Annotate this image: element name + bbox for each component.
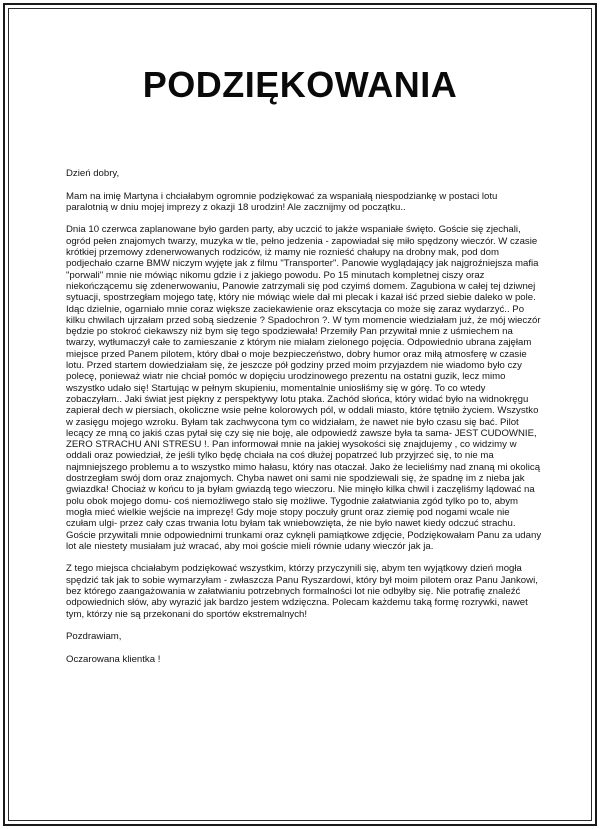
intro-paragraph: Mam na imię Martyna i chciałabym ogromnie podziękować za wspaniałą niespodziankę w postaci lotu paralotnią w dniu mojej imprezy z okazji 18 urodzin! Ale zacznijmy od początku.. [66, 190, 498, 213]
letter-body [66, 168, 542, 676]
letter-title: PODZIĘKOWANIA [142, 64, 458, 105]
thanks-paragraph: Z tego miejsca chciałabym podziękować wszystkim, którzy przyczynili się, abym ten wyjątkowy dzień mogła spędzić tak jak to sobie wymarzyłam - zwłaszcza Panu Ryszardowi, który był moim pilotem oraz Panu Jankowi, bez którego zaangażowania w załatwianiu potrzebnych formalności lot nie odbyłby się. Nie potrafię znaleźć odpowiednich słów, aby wyrazić jak bardzo jestem wdzięczna. Polecam każdemu taką formę rozrywki, nawet tym, którzy nie są przekonani do sportów ekstremalnych! [66, 563, 538, 620]
story-paragraph: Dnia 10 czerwca zaplanowane było garden party, aby uczcić to jakże wspaniałe święto. Goście się zjechali, ogród pełen znajomych twarzy, muzyka w tle, pełno jedzenia - zapowiadał się miło spędzony wieczór. W czasie krótkiej przemowy zdenerwowanych rodziców, iż mamy nie roznieść chałupy na drobny mak, pod dom podjechało czarne BMW niczym wyjęte jak z filmu "Transporter". Panowie wyglądający jak najgroźniejsza mafia "porwali" mnie nie mówiąc nikomu gdzie i z jakiego powodu. Po 15 minutach kompletnej ciszy oraz niekończącemu się zdenerwowaniu, Panowie zatrzymali się pod czyimś domem. Zagubiona w całej tej dziwnej sytuacji, spostrzegłam mojego tatę, który nie mówiąc wiele dał mi plecak i kazał iść przed siebie daleko w pole. Idąc dzielnie, ogarniało mnie coraz większe zaciekawienie oraz ekscytacja co może się zaraz wydarzyć.. Po kilku chwilach ujrzałam przed sobą siedzenie ? Spadochron ?. W tym momencie wiedziałam już, że mój wieczór będzie po stokroć ciekawszy niż bym się tego spodziewała! Przemiły Pan przywitał mnie z uśmiechem na twarzy, wytłumaczył całe to zamieszanie z którym nie miałam zielonego pojęcia. Odpowiednio ubrana zajęłam miejsce przed Panem pilotem, który dbał o moje bezpieczeństwo, dobry humor oraz miłą atmosferę w czasie lotu. Przed startem dowiedziałam się, że jeszcze pół godziny przed moim przyjazdem nie wiadomo było czy polecę, ponieważ wiatr nie chciał pomóc w dopięciu urodzinowego prezentu na ostatni guzik, lecz mimo wszystko udało się! Startując w pełnym skupieniu, momentalnie uniosłiśmy się w górę. To co wtedy zobaczyłam.. Jaki świat jest piękny z perspektywy lotu ptaka. Zachód słońca, który widać było na widnokręgu zapierał dech w piersiach, okoliczne wsie pełne kolorowych pól, w oddali miasto, które tętniło życiem. Wszystko w zasięgu mojego wzroku. Byłam tak zachwycona tym co widziałam, że nawet nie było czasu się bać. Pilot lecący ze mną co jakiś czas pytał się czy się nie boję, ale odpowiedź zawsze była ta sama- JEST CUDOWNIE, ZERO STRACHU ANI STRESU !. Pan informował mnie na jakiej wysokości się znajdujemy , co widzimy w oddali oraz powiedział, że jeśli tylko będę chciała na coś dłużej popatrzeć lub przyjrzeć się, to nie ma najmniejszego problemu a to wszystko mimo hałasu, który nas otaczał. Jako że lecieliśmy nad znaną mi okolicą dostrzegłam swój dom oraz znajomych. Chyba nawet oni sami nie spodziewali się, że spadnę im z nieba jak gwiazdka! Chociaż w końcu to ja byłam gwiazdą tego wieczoru. Nie minęło kilka chwil i zaczęliśmy lądować na polu obok mojego domu- coś niemożliwego stało się możliwe. Tygodnie załatwiania zgód tylko po to, abym mogła mieć wielkie wejście na imprezę! Gdy moje stopy poczuły grunt oraz ziemię pod nogami wcale nie czułam ulgi- przez cały czas trwania lotu byłam tak wniebowzięta, że nie było nawet kiedy odczuć strachu. Goście przywitali mnie odpowiednimi trunkami oraz cyknęli pamiątkowe zdjęcie, Podziękowałam Panu za udany lot ale niestety musiałam już wracać, aby moi goście mieli równie udany wieczór jak ja. [66, 224, 542, 552]
greeting: Dzień dobry, [66, 168, 120, 179]
closing: Pozdrawiam, [66, 631, 122, 643]
signature: Oczarowana klientka ! [66, 653, 161, 665]
